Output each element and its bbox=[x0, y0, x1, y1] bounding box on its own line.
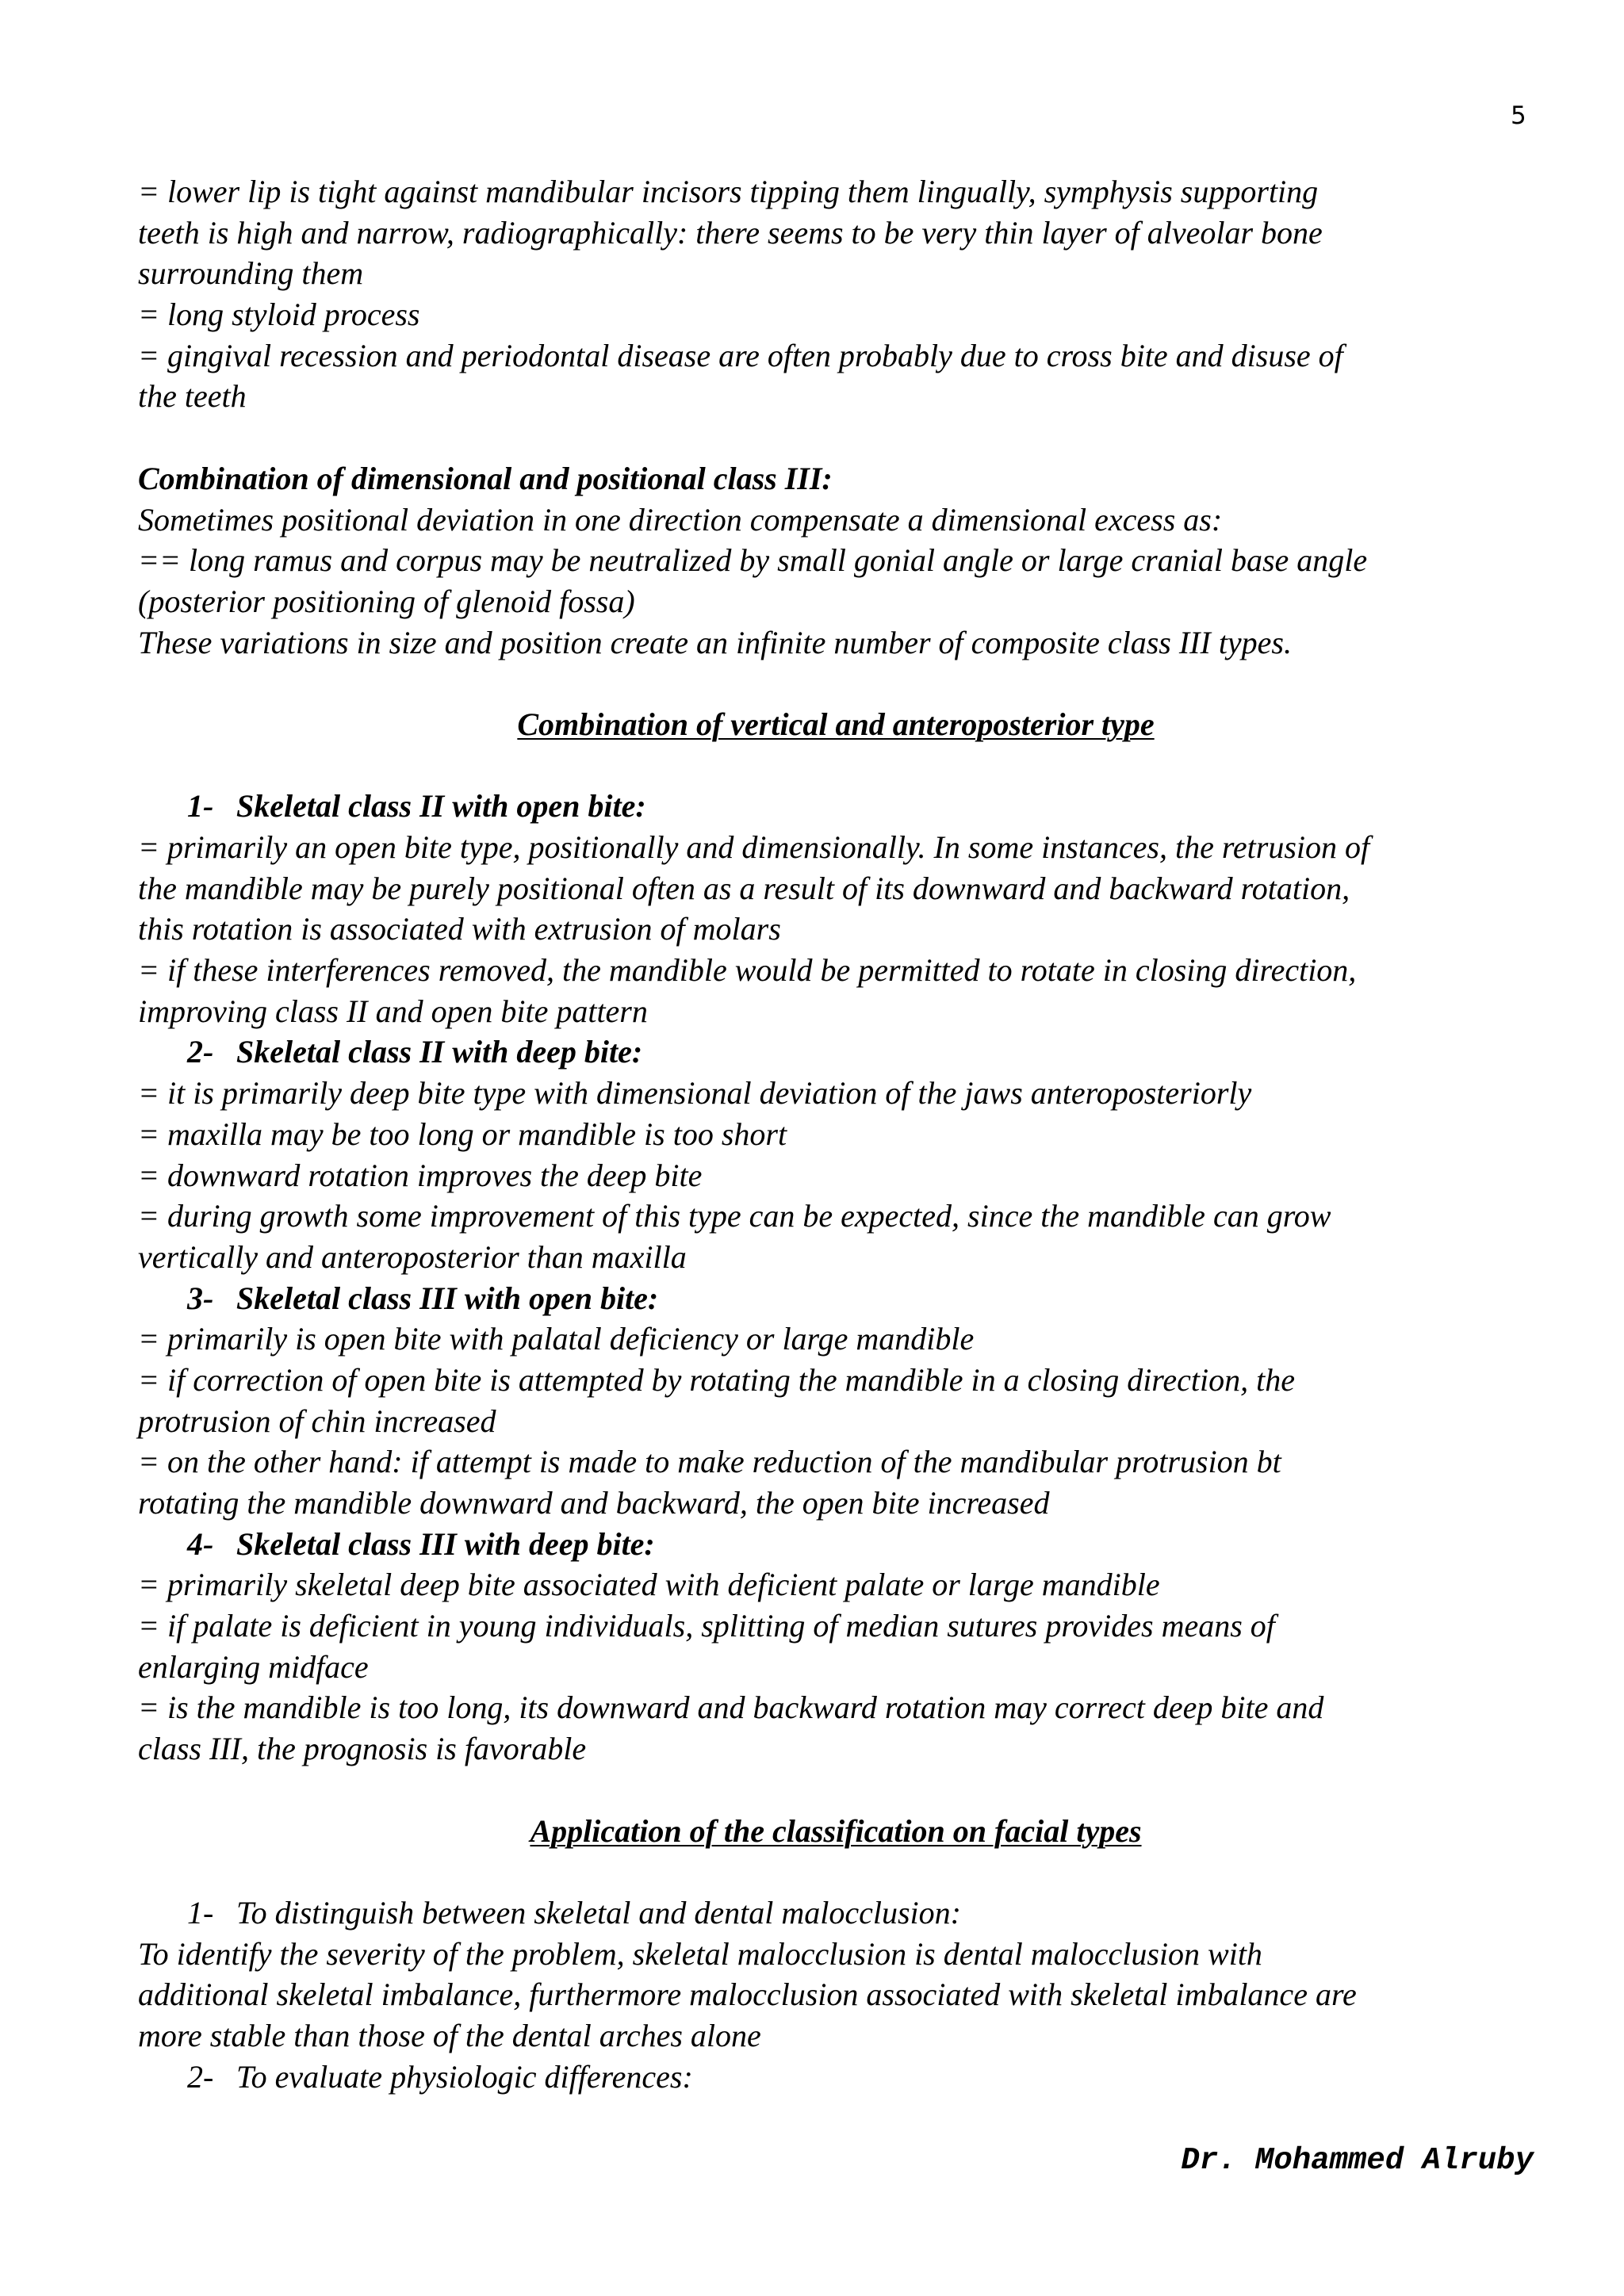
text-line: = if these interferences removed, the mandible would be permitted to rotate in closing direction, bbox=[138, 952, 1357, 989]
section-heading-application: Application of the classification on facial types bbox=[530, 1812, 1142, 1849]
text-line: These variations in size and position create an infinite number of composite class III types. bbox=[138, 624, 1292, 660]
text-line: protrusion of chin increased bbox=[138, 1402, 496, 1439]
text-line: enlarging midface bbox=[138, 1648, 369, 1685]
list-item-title: 3- Skeletal class III with open bite: bbox=[187, 1280, 659, 1316]
text-line: = gingival recession and periodontal disease are often probably due to cross bite and disuse of bbox=[138, 337, 1343, 373]
text-line: = it is primarily deep bite type with dimensional deviation of the jaws anteroposteriorly bbox=[138, 1075, 1252, 1112]
list-item-title: 2- To evaluate physiologic differences: bbox=[187, 2058, 693, 2095]
text-line: class III, the prognosis is favorable bbox=[138, 1731, 587, 1767]
list-item-title: 1- To distinguish between skeletal and dental malocclusion: bbox=[187, 1894, 961, 1931]
section-heading-vertical-ap: Combination of vertical and anteroposterior type bbox=[517, 706, 1155, 742]
text-line: (posterior positioning of glenoid fossa) bbox=[138, 583, 635, 619]
text-line: teeth is high and narrow, radiographically: there seems to be very thin layer of alveolar bone bbox=[138, 214, 1323, 251]
text-line: = if palate is deficient in young individuals, splitting of median sutures provides means of bbox=[138, 1608, 1275, 1644]
list-item-title: 1- Skeletal class II with open bite: bbox=[187, 788, 646, 825]
text-line: Sometimes positional deviation in one direction compensate a dimensional excess as: bbox=[138, 501, 1223, 538]
text-line: rotating the mandible downward and backward, the open bite increased bbox=[138, 1485, 1050, 1521]
text-line: = during growth some improvement of this type can be expected, since the mandible can grow bbox=[138, 1198, 1331, 1234]
text-line: additional skeletal imbalance, furthermore malocclusion associated with skeletal imbalance are bbox=[138, 1976, 1357, 2013]
text-line: more stable than those of the dental arches alone bbox=[138, 2017, 761, 2053]
document-body bbox=[138, 171, 1534, 2097]
text-line: the teeth bbox=[138, 378, 247, 415]
text-line: the mandible may be purely positional often as a result of its downward and backward rotation, bbox=[138, 870, 1350, 906]
text-line: = lower lip is tight against mandibular incisors tipping them lingually, symphysis supporting bbox=[138, 174, 1319, 209]
page-number: 5 bbox=[1511, 101, 1526, 130]
author-footer: Dr. Mohammed Alruby bbox=[1181, 2143, 1534, 2178]
text-line: = primarily an open bite type, positionally and dimensionally. In some instances, the retrusion of bbox=[138, 829, 1370, 865]
section-heading-combination: Combination of dimensional and positional class III: bbox=[138, 460, 833, 496]
text-line: improving class II and open bite pattern bbox=[138, 993, 648, 1029]
list-item-title: 4- Skeletal class III with deep bite: bbox=[187, 1525, 655, 1562]
list-item-title: 2- Skeletal class II with deep bite: bbox=[187, 1034, 643, 1070]
text-line: = maxilla may be too long or mandible is too short bbox=[138, 1115, 787, 1152]
text-line: = is the mandible is too long, its downward and backward rotation may correct deep bite and bbox=[138, 1689, 1324, 1726]
text-line: = if correction of open bite is attempted by rotating the mandible in a closing direction, the bbox=[138, 1361, 1295, 1398]
text-line: To identify the severity of the problem, skeletal malocclusion is dental malocclusion with bbox=[138, 1935, 1262, 1972]
text-line: = on the other hand: if attempt is made to make reduction of the mandibular protrusion bt bbox=[138, 1444, 1281, 1480]
text-line: == long ramus and corpus may be neutralized by small gonial angle or large cranial base angle bbox=[138, 542, 1368, 579]
text-line: = primarily is open bite with palatal deficiency or large mandible bbox=[138, 1321, 975, 1357]
text-line: surrounding them bbox=[138, 255, 364, 292]
text-line: = primarily skeletal deep bite associated with deficient palate or large mandible bbox=[138, 1567, 1160, 1603]
text-line: = long styloid process bbox=[138, 297, 420, 333]
text-line: = downward rotation improves the deep bite bbox=[138, 1157, 703, 1193]
text-line: this rotation is associated with extrusion of molars bbox=[138, 911, 781, 947]
text-line: vertically and anteroposterior than maxilla bbox=[138, 1238, 687, 1275]
